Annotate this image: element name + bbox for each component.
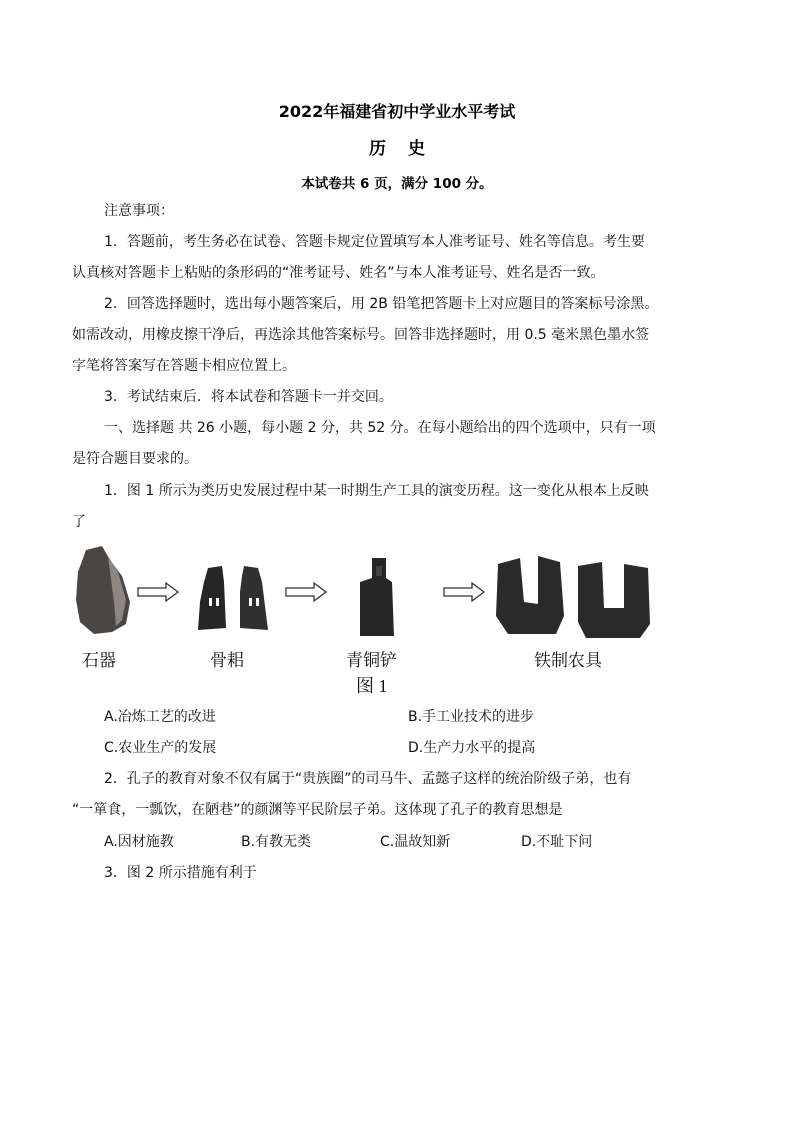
q1-option-a: A.冶炼工艺的改进 [104,709,216,725]
section-heading-line-2: 是符合题目要求的。 [72,451,198,467]
q1-option-d: D.生产力水平的提高 [408,740,536,756]
arrow-1-icon [138,583,178,601]
label-bone-spade: 骨耜 [210,651,244,671]
note-1-line-2: 认真核对答题卡上粘贴的条形码的“准考证号、姓名”与本人准考证号、姓名是否一致。 [72,265,605,281]
figure-1-tools [72,542,668,697]
q1-stem-line-1: 1．图 1 所示为类历史发展过程中某一时期生产工具的演变历程。这一变化从根本上反映 [104,483,649,499]
q2-option-c: C.温故知新 [380,834,451,850]
q2-option-a: A.因材施教 [104,834,174,850]
note-2-line-3: 字笔将答案写在答题卡相应位置上。 [72,358,296,374]
notes-heading: 注意事项： [104,203,174,219]
note-1-line-1: 1．答题前，考生务必在试卷、答题卡规定位置填写本人准考证号、姓名等信息。考生要 [104,234,645,250]
iron-tool-image-2 [578,562,650,638]
iron-tool-image-1 [496,556,564,634]
q2-stem-line-2: “一箪食，一瓢饮，在陋巷”的颜渊等平民阶层子弟。这体现了孔子的教育思想是 [72,802,563,818]
label-bronze-shovel: 青铜铲 [346,651,397,671]
q2-stem-line-1: 2．孔子的教育对象不仅有属于“贵族圈”的司马牛、孟懿子这样的统治阶级子弟，也有 [104,771,632,787]
figure-1-caption: 图 1 [356,676,388,696]
exam-subtitle: 本试卷共 6 页，满分 100 分。 [301,176,493,192]
q1-option-b: B.手工业技术的进步 [408,709,535,725]
exam-title: 2022年福建省初中学业水平考试 [278,102,516,121]
label-iron-tools: 铁制农具 [534,651,602,671]
q1-option-c: C.农业生产的发展 [104,740,217,756]
q1-stem-line-2: 了 [72,514,86,530]
note-3: 3．考试结束后．将本试卷和答题卡一并交回。 [104,389,393,405]
subject-char-2: 史 [408,139,425,159]
note-2-line-1: 2．回答选择题时，选出每小题答案后，用 2B 铅笔把答题卡上对应题目的答案标号涂黑。 [104,296,659,312]
label-stone-tool: 石器 [82,651,116,671]
q2-option-b: B.有教无类 [241,834,312,850]
note-2-line-2: 如需改动，用橡皮擦干净后，再选涂其他答案标号。回答非选择题时，用 0.5 毫米黑色墨水签 [72,327,650,343]
section-heading-line-1: 一、选择题 共 26 小题，每小题 2 分，共 52 分。在每小题给出的四个选项中，只有一项 [104,420,656,436]
subject-char-1: 历 [369,139,386,159]
q3-stem-line-1: 3．图 2 所示措施有利于 [104,865,257,881]
arrow-3-icon [444,583,484,601]
bone-spade-image-2 [240,566,268,630]
subject-title [0,134,794,159]
arrow-2-icon [286,583,326,601]
q2-option-d: D.不耻下问 [521,834,593,850]
